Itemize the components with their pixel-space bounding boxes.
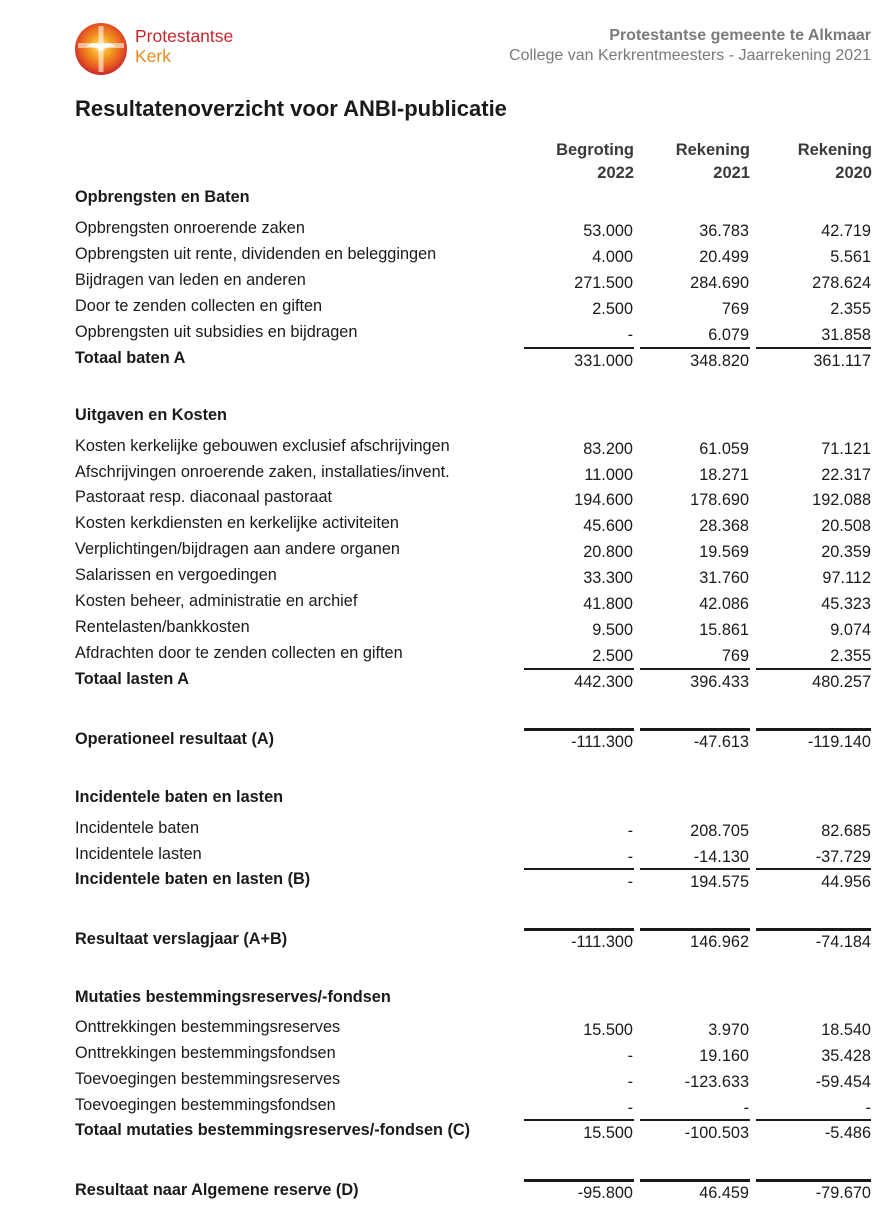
result-row: Resultaat naar Algemene reserve (D) -95.800 46.459 -79.670 — [75, 1181, 871, 1202]
organization-name: Protestantse gemeente te Alkmaar — [609, 27, 871, 44]
page-title: Resultatenoverzicht voor ANBI-publicatie — [75, 96, 507, 121]
table-row: Pastoraat resp. diaconaal pastoraat 194.600 178.690 192.088 — [75, 488, 871, 509]
result-row: Operationeel resultaat (A) -111.300 -47.613 -119.140 — [75, 730, 871, 751]
table-row: Opbrengsten uit subsidies en bijdragen - 6.079 31.858 — [75, 323, 871, 344]
table-row: Incidentele baten - 208.705 82.685 — [75, 819, 871, 840]
table-row: Verplichtingen/bijdragen aan andere organen 20.800 19.569 20.359 — [75, 540, 871, 561]
table-row: Toevoegingen bestemmingsfondsen - - - — [75, 1096, 871, 1117]
section-heading: Mutaties bestemmingsreserves/-fondsen — [75, 988, 391, 1006]
document-subtitle: College van Kerkrentmeesters - Jaarrekening 2021 — [509, 47, 871, 64]
table-row: Toevoegingen bestemmingsreserves - -123.633 -59.454 — [75, 1070, 871, 1091]
protestantse-kerk-logo-icon — [74, 22, 128, 76]
table-row: Incidentele lasten - -14.130 -37.729 — [75, 845, 871, 866]
table-row: Opbrengsten onroerende zaken 53.000 36.783 42.719 — [75, 219, 871, 240]
table-row: Bijdragen van leden en anderen 271.500 284.690 278.624 — [75, 271, 871, 292]
table-row: Kosten kerkdiensten en kerkelijke activiteiten 45.600 28.368 20.508 — [75, 514, 871, 535]
total-row: Totaal lasten A 442.300 396.433 480.257 — [75, 670, 871, 691]
table-row: Onttrekkingen bestemmingsfondsen - 19.160 35.428 — [75, 1044, 871, 1065]
table-row: Salarissen en vergoedingen 33.300 31.760 97.112 — [75, 566, 871, 587]
logo-line2: Kerk — [135, 46, 171, 66]
table-row: Onttrekkingen bestemmingsreserves 15.500 3.970 18.540 — [75, 1018, 871, 1039]
table-row: Rentelasten/bankkosten 9.500 15.861 9.074 — [75, 618, 871, 639]
total-row: Incidentele baten en lasten (B) - 194.575 44.956 — [75, 870, 871, 891]
table-row: Door te zenden collecten en giften 2.500 769 2.355 — [75, 297, 871, 318]
logo-line1: Protestantse — [135, 26, 234, 46]
section-heading: Opbrengsten en Baten — [75, 188, 250, 206]
table-row: Afdrachten door te zenden collecten en giften 2.500 769 2.355 — [75, 644, 871, 665]
result-row: Resultaat verslagjaar (A+B) -111.300 146.962 -74.184 — [75, 930, 871, 951]
table-row: Kosten kerkelijke gebouwen exclusief afschrijvingen 83.200 61.059 71.121 — [75, 437, 871, 458]
table-row: Kosten beheer, administratie en archief 41.800 42.086 45.323 — [75, 592, 871, 613]
column-header-rekening-2020: Rekening 2020 — [797, 141, 872, 182]
logo-text — [135, 26, 233, 66]
section-heading: Incidentele baten en lasten — [75, 788, 284, 806]
column-header-rekening-2021: Rekening 2021 — [675, 141, 750, 182]
total-row: Totaal mutaties bestemmingsreserves/-fondsen (C) 15.500 -100.503 -5.486 — [75, 1121, 871, 1142]
table-row: Opbrengsten uit rente, dividenden en beleggingen 4.000 20.499 5.561 — [75, 245, 871, 266]
table-row: Afschrijvingen onroerende zaken, installaties/invent. 11.000 18.271 22.317 — [75, 463, 871, 484]
column-header-begroting-2022: Begroting 2022 — [556, 141, 634, 182]
total-row: Totaal baten A 331.000 348.820 361.117 — [75, 349, 871, 370]
section-heading: Uitgaven en Kosten — [75, 406, 227, 424]
document-header — [509, 26, 871, 66]
